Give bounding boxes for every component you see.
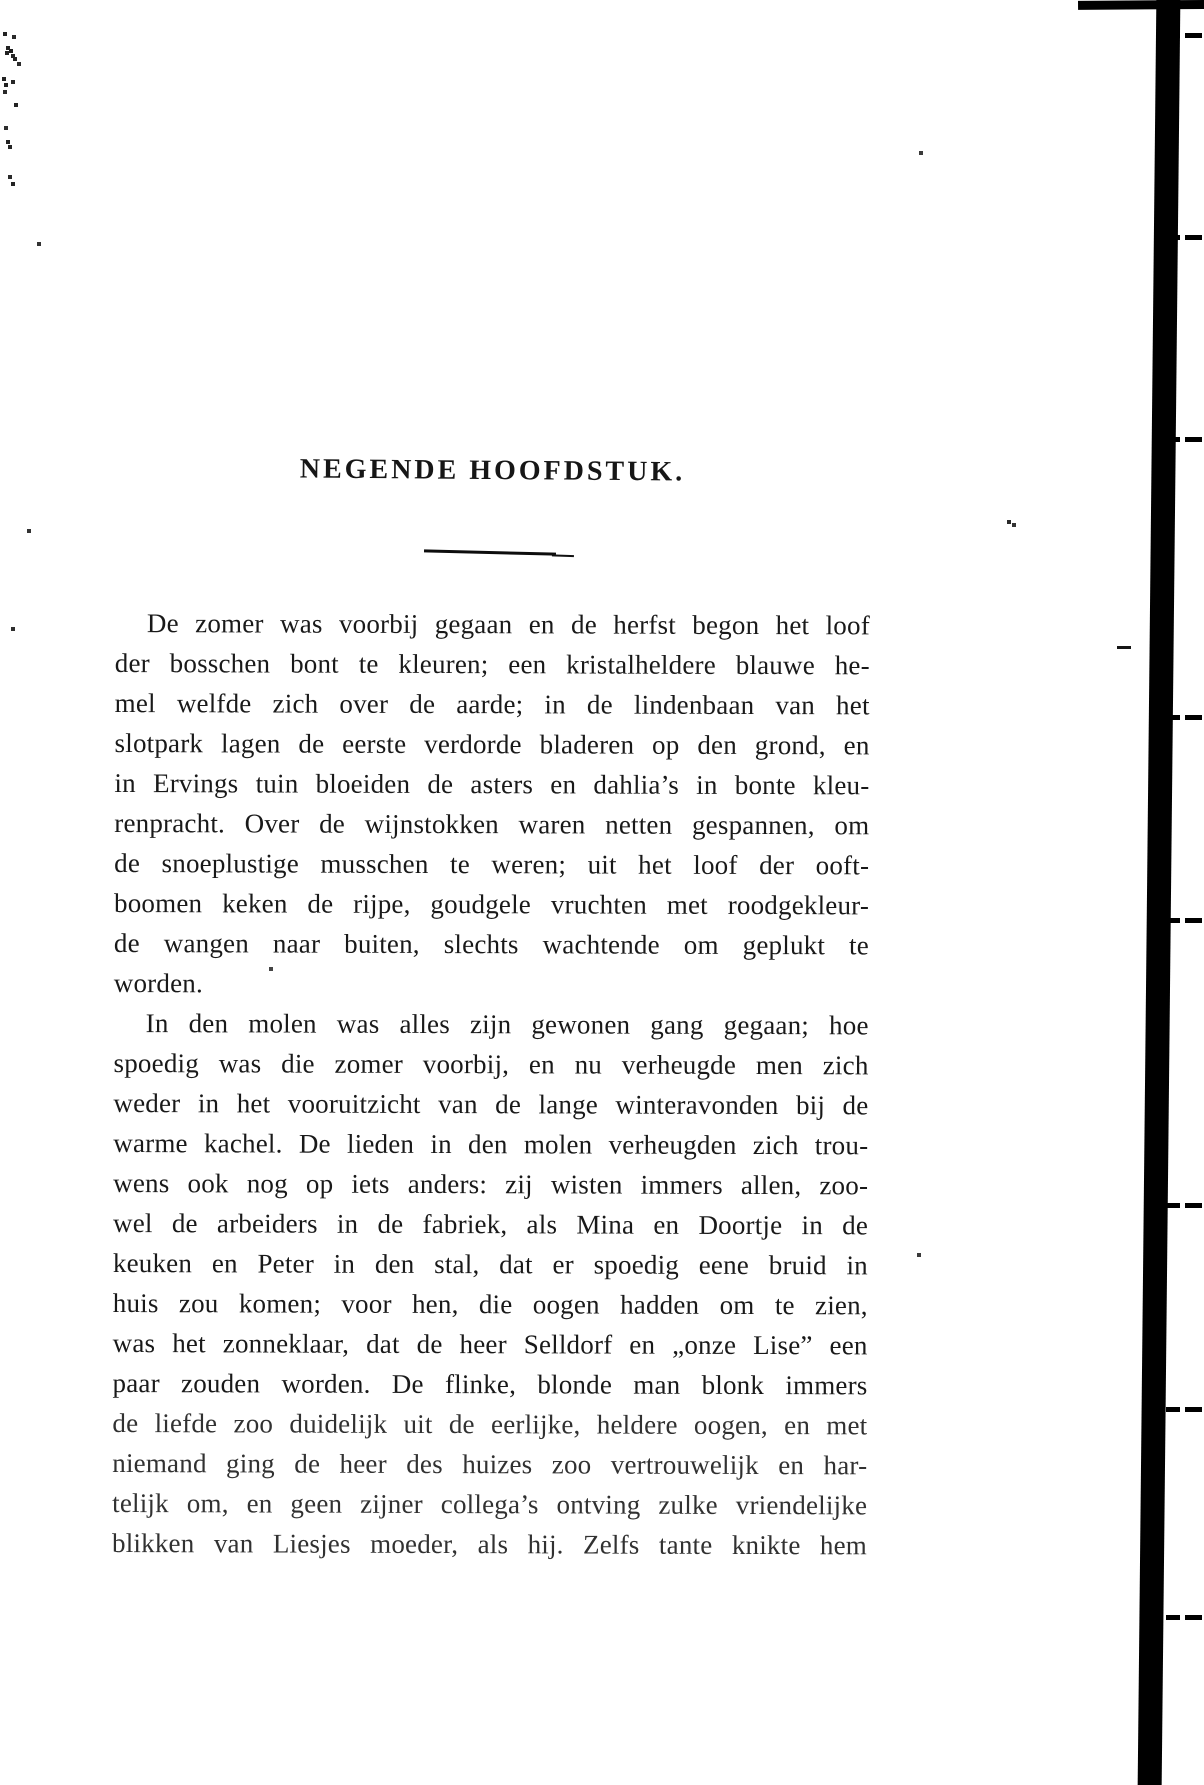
text-line: slotpark lagen de eerste verdorde bladeren op den grond, en — [114, 727, 870, 761]
scan-specks — [0, 0, 2, 2]
section-divider-rule — [424, 549, 556, 555]
text-line: telijk om, en geen zijner collega’s ontving zulke vriendelijke — [112, 1487, 868, 1521]
margin-dash-mark — [1166, 33, 1204, 38]
text-line: was het zonneklaar, dat de heer Selldorf en „onze Lise” een — [112, 1327, 868, 1361]
text-line: paar zouden worden. De flinke, blonde man blonk immers — [112, 1367, 868, 1401]
text-line: niemand ging de heer des huizes zoo vertrouwelijk en har- — [112, 1447, 868, 1481]
scan-gutter-bar — [1138, 0, 1181, 1785]
paragraph-2 — [112, 1003, 869, 1565]
text-line: keuken en Peter in den stal, dat er spoedig eene bruid in — [112, 1247, 868, 1281]
text-line: weder in het vooruitzicht van de lange winteravonden bij de — [113, 1087, 869, 1121]
margin-dash-mark — [1166, 437, 1204, 442]
text-line: mel welfde zich over de aarde; in de lindenbaan van het — [114, 687, 870, 721]
text-line: wens ook nog op iets anders: zij wisten immers allen, zoo- — [113, 1167, 869, 1201]
text-line: worden. — [113, 967, 203, 999]
paragraph-1 — [114, 603, 870, 1005]
text-line: renpracht. Over de wijnstokken waren netten gespannen, om — [114, 807, 870, 841]
text-line: De zomer was voorbij gegaan en de herfst begon het loof — [146, 608, 870, 641]
text-line: boomen keken de rijpe, goudgele vruchten met roodgekleur- — [114, 887, 870, 921]
text-line: in Ervings tuin bloeiden de asters en dahlia’s in bonte kleu- — [114, 767, 870, 801]
text-line: der bosschen bont te kleuren; een kristalheldere blauwe he- — [114, 647, 870, 681]
scan-border-top-edge — [1078, 0, 1204, 10]
margin-dash-mark — [1166, 918, 1204, 923]
text-line: huis zou komen; voor hen, die oogen hadden om te zien, — [112, 1287, 868, 1321]
margin-dash-mark — [1166, 1407, 1204, 1412]
text-line: In den molen was alles zijn gewonen gang gegaan; hoe — [145, 1008, 869, 1041]
margin-dash-mark — [1166, 235, 1204, 240]
stray-pencil-dash — [1117, 646, 1131, 649]
text-line: de wangen naar buiten, slechts wachtende om geplukt te — [113, 927, 869, 961]
text-line: warme kachel. De lieden in den molen verheugden zich trou- — [113, 1127, 869, 1161]
text-line: wel de arbeiders in de fabriek, als Mina en Doortje in de — [113, 1207, 869, 1241]
chapter-title: NEGENDE HOOFDSTUK. — [299, 453, 686, 488]
text-line: blikken van Liesjes moeder, als hij. Zelfs tante knikte hem — [111, 1527, 868, 1561]
text-line: de snoeplustige musschen te weren; uit het loof der ooft- — [114, 847, 870, 881]
margin-dash-mark — [1166, 1203, 1204, 1208]
body-text — [112, 603, 870, 1565]
text-line: de liefde zoo duidelijk uit de eerlijke, heldere oogen, en met — [112, 1407, 868, 1441]
text-line: spoedig was die zomer voorbij, en nu verheugde men zich — [113, 1047, 869, 1081]
margin-dash-mark — [1166, 1615, 1204, 1620]
margin-dash-mark — [1166, 715, 1204, 720]
